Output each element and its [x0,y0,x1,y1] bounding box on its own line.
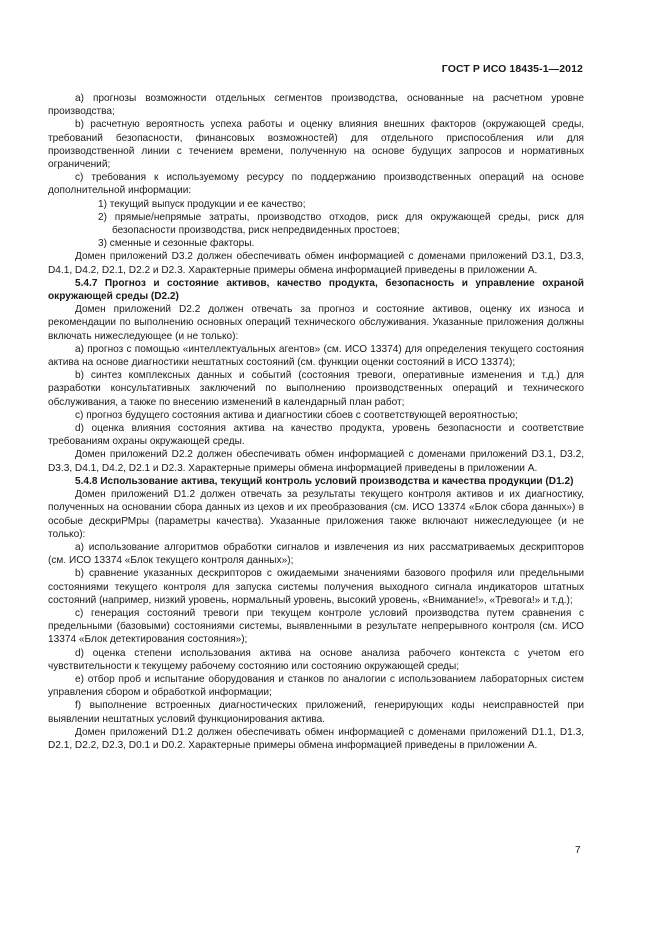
section-heading: 5.4.8 Использование актива, текущий контроль условий производства и качества продукции (D1.2) [75,475,574,487]
paragraph: b) сравнение указанных дескрипторов с ожидаемыми значениями базового профиля или предельными состояниями текущего контроля для запуска системы получения выходного сигнала индикаторов штатных состояний (например, низкий уровень, нормальный уровень, высокий уровень, «Внимание!», «Тревога!» и т.д.); [48,568,584,606]
paragraph: Домен приложений D3.2 должен обеспечивать обмен информацией с доменами приложений D3.1, D3.3, D4.1, D4.2, D2.1, D2.2 и D2.3. Характерные примеры обмена информацией приведены в приложении А. [48,251,584,276]
paragraph: с) требования к используемому ресурсу по поддержанию производственных операций на основе дополнительной информации: [48,172,584,197]
paragraph: e) отбор проб и испытание оборудования и станков по аналогии с использованием лабораторных систем управления сбором и обработкой информации; [48,673,584,699]
list-item: 3) сменные и сезонные факторы. [98,238,255,250]
document-header: ГОСТ Р ИСО 18435-1—2012 [441,63,583,75]
paragraph: Домен приложений D1.2 должен обеспечивать обмен информацией с доменами приложений D1.1, D1.3, D2.1, D2.2, D2.3, D0.1 и D0.2. Характерные примеры обмена информацией приведены в приложении А. [48,726,584,751]
paragraph: f) выполнение встроенных диагностических приложений, генерирующих коды неисправностей при выявлении нештатных условий функционирования актива. [48,700,584,725]
paragraph: Домен приложений D1.2 должен отвечать за результаты текущего контроля активов и их диагностику, полученных на основании сбора данных из цехов и их преобразования (см. ИСО 13374 «Блок сбора данных») в особые дескриРМры (параметры качества). Указанные приложения также включают нижеследующее (и не только): [48,489,584,540]
paragraph: Домен приложений D2.2 должен отвечать за прогноз и состояние активов, оценку их износа и рекомендации по выполнению основных операций технического обслуживания. Указанные приложения должны включать нижеследующее (и не только): [48,304,584,342]
paragraph: а) использование алгоритмов обработки сигналов и извлечения из них рассматриваемых дескрипторов (см. ИСО 13374 «Блок текущего контроля данных»); [48,541,584,567]
paragraph: а) прогноз с помощью «интеллектуальных агентов» (см. ИСО 13374) для определения текущего состояния актива на основе диагностики нештатных состояний (см. функции оценки состояний в ИСО 13374); [48,343,584,369]
list-item: 1) текущий выпуск продукции и ее качество; [98,198,306,210]
paragraph: с) генерация состояний тревоги при текущем контроле условий производства путем сравнения с предельными (базовыми) состояниями системы, выявленными в результате непрерывного контроля (см. ИСО 13374 «Блок детектирования состояния»); [48,607,584,646]
paragraph: d) оценка влияния состояния актива на качество продукта, уровень безопасности и соответствие требованиям охраны окружающей среды. [48,423,584,448]
paragraph: с) прогноз будущего состояния актива и диагностики сбоев с соответствующей вероятностью; [75,409,518,421]
paragraph: b) расчетную вероятность успеха работы и оценку влияния внешних факторов (окружающей среды, требований безопасности, финансовых возможностей) для отдельного приспособления или для производственной линии с течением времени, полученную на основе будущих запросов и нормативных ограничений; [48,119,584,171]
list-item: 2) прямые/непрямые затраты, производство отходов, риск для окружающей среды, риск для безопасности производства, риск непредвиденных простоев; [98,211,584,237]
paragraph: d) оценка степени использования актива на основе анализа рабочего контекста с учетом его чувствительности к текущему рабочему состоянию или состоянию окружающей среды; [48,647,584,672]
document-body [48,92,584,752]
page-number: 7 [575,845,581,856]
paragraph: а) прогнозы возможности отдельных сегментов производства, основанные на расчетном уровне производства; [48,93,584,118]
section-heading: 5.4.7 Прогноз и состояние активов, качество продукта, безопасность и управление охраной окружающей среды (D2.2) [48,277,584,303]
paragraph: b) синтез комплексных данных и событий (состояния тревоги, оперативные изменения и т.д.) для разработки консультативных заключений по выполнению производственных операций и технического обслуживания, а также по внесению изменений в календарный план работ; [48,370,584,408]
paragraph: Домен приложений D2.2 должен обеспечивать обмен информацией с доменами приложений D3.1, D3.2, D3.3, D4.1, D4.2, D2.1 и D2.3. Характерные примеры обмена информацией приведены в приложении А. [48,449,584,474]
